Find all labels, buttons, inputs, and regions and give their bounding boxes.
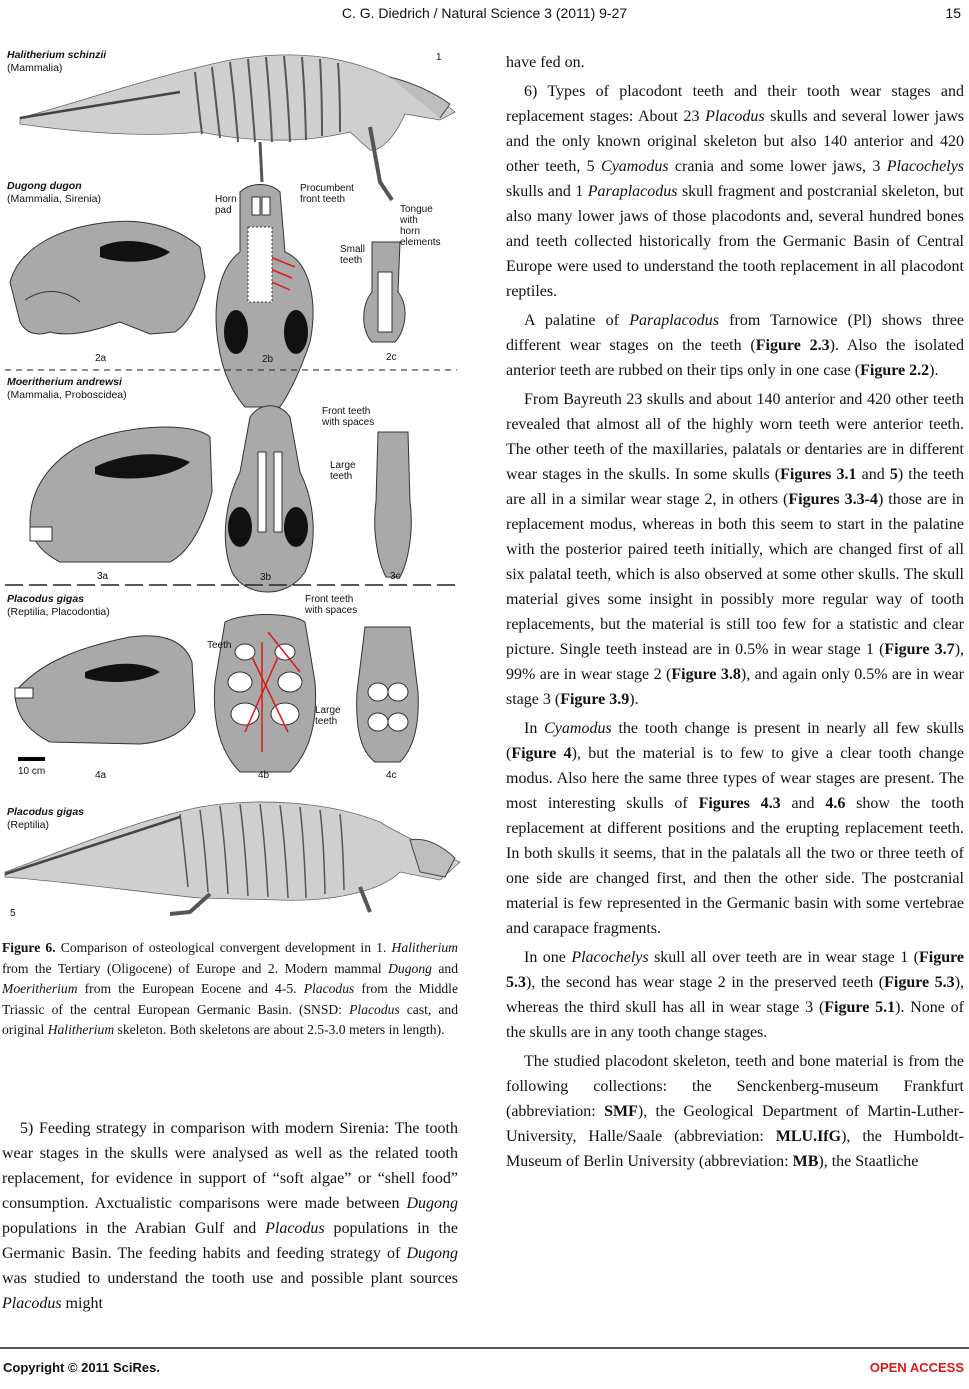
p4-large-teeth: Large teeth [315, 705, 341, 727]
placodus-mandible [357, 627, 419, 762]
placodus-skull-lateral [15, 636, 195, 744]
paragraph: have fed on. [506, 54, 585, 71]
p3-a: 3a [97, 571, 109, 582]
p2-tongue: Tongue with horn elements [400, 204, 441, 248]
placodus-palate [214, 615, 315, 773]
paragraph: The studied placodont skeleton, teeth and bone material is from the following collections: the Senckenberg-museum Frankfurt (abbreviation: SMF), the Geological Department of Martin-Luther-University, Halle/Saale (abbreviation: MLU.IfG), the Humboldt-Museum of Berlin University (abbreviation: MB), the Staatliche [506, 1053, 965, 1170]
p4-c: 4c [386, 770, 397, 781]
p2-group: (Mammalia, Sirenia) [7, 193, 101, 205]
halitherium-skeleton [20, 55, 455, 200]
left-column [2, 1116, 458, 1316]
p2-b: 2b [262, 354, 274, 365]
p1-group: (Mammalia) [7, 62, 63, 74]
running-title: C. G. Diedrich / Natural Science 3 (2011) 9-27 [341, 5, 628, 21]
p4-a: 4a [95, 770, 107, 781]
p3-front-teeth: Front teeth with spaces [322, 406, 375, 428]
p3-large-teeth: Large teeth [330, 460, 356, 482]
p2-a: 2a [95, 353, 107, 364]
figure-6-drawing [0, 32, 462, 932]
figure-6 [0, 32, 462, 932]
p3-b: 3b [260, 572, 272, 583]
p4-scale: 10 cm [18, 766, 46, 777]
moeritherium-mandible [375, 432, 412, 577]
page-number: 15 [945, 5, 961, 21]
dugong-mandible [364, 242, 405, 342]
p2-small-teeth: Small teeth [340, 244, 366, 266]
p4-teeth: Teeth [207, 640, 232, 651]
page-footer [0, 1347, 969, 1389]
p3-group: (Mammalia, Proboscidea) [7, 389, 127, 401]
paragraph: 6) Types of placodont teeth and their tooth wear stages and replacement stages: About 23 Placodus skulls and several lower jaws and the only known original skeleton but also 140 anterior and 420 other teeth, 5 Cyamodus crania and some lower jaws, 3 Placochelys skulls and 1 Paraplacodus skull fragment and postcranial skeleton, but also many lower jaws of those placodonts and, several hundred bones and teeth collected historically from the Germanic Basin of Central Europe were used to understand the tooth replacement in all placodont reptiles. [506, 83, 965, 300]
page-header [0, 3, 969, 25]
p3-species: Moeritherium andrewsi [7, 376, 122, 388]
paragraph: In Cyamodus the tooth change is present in nearly all few skulls (Figure 4), but the material is to few to give a clear tooth change modus. Also here the same three types of wear stages are present. The most interesting skulls of Figures 4.3 and 4.6 show the tooth replacement at different positions and the erupting replacement teeth. In both skulls it seems, that in the palatals all the two or three teeth of one side are changed first, and then the other side. The postcranial material is few represented in the Germanic basin with some vertebrae and carapace fragments. [506, 720, 965, 937]
right-column [506, 50, 964, 1174]
p4-front-teeth: Front teeth with spaces [305, 594, 358, 616]
paragraph: A palatine of Paraplacodus from Tarnowice (Pl) shows three different wear stages on the teeth (Figure 2.3). Also the isolated anterior teeth are rubbed on their tips only in one case (Figure 2.2). [506, 312, 965, 379]
p4-b: 4b [258, 770, 270, 781]
p2-species: Dugong dugon [7, 180, 82, 192]
p5-number: 5 [10, 908, 16, 919]
moeritherium-skull-lateral [30, 427, 212, 562]
dugong-palate [216, 185, 313, 408]
p4-species: Placodus gigas [7, 593, 85, 605]
p2-procumbent: Procumbent front teeth [300, 183, 354, 205]
p5-group: (Reptilia) [7, 819, 50, 831]
dugong-skull-lateral [10, 221, 205, 334]
p1-number: 1 [436, 52, 442, 63]
figure-caption: Figure 6. Comparison of osteological convergent development in 1. Halitherium from the Tertiary (Oligocene) of Europe and 2. Modern mammal Dugong and Moeritherium from the European Eocene and 4-5. Placodus from the Middle Triassic of the central European Germanic Basin. (SNSD: Placodus cast, and original Halitherium skeleton. Both skeletons are about 2.5-3.0 meters in length). [2, 940, 459, 1037]
open-access-label: OPEN ACCESS [869, 1360, 964, 1375]
paragraph: 5) Feeding strategy in comparison with modern Sirenia: The tooth wear stages in the skulls were analysed as well as the related tooth replacement, for evidence in support of “soft algae” or “shell food” consumption. Axctualistic comparisons were made between Dugong populations in the Arabian Gulf and Placodus populations in the Germanic Basin. The feeding habits and feeding strategy of Dugong was studied to understand the tooth use and possible plant sources Placodus might [2, 1120, 459, 1312]
p2-horn-pad: Horn pad [215, 194, 237, 216]
p3-c: 3c [390, 571, 401, 582]
moeritherium-palate [225, 406, 313, 592]
copyright: Copyright © 2011 SciRes. [3, 1360, 160, 1375]
p4-group: (Reptilia, Placodontia) [7, 606, 110, 618]
p5-species: Placodus gigas [7, 806, 85, 818]
paragraph: From Bayreuth 23 skulls and about 140 anterior and 420 other teeth revealed that almost all of the highly worn teeth were anterior teeth. The other teeth of the maxillaries, palatals or dentaries are in different wear stages in the skulls. In some skulls (Figures 3.1 and 5) the teeth are all in a similar wear stage 2, in others (Figures 3.3-4) those are in replacement modus, whereas in both this seem to start in the palatine with the posterior paired teeth initially, which are changed first of all six palatal teeth, which is also observed at some other skulls. The skull material gives some insight in possibly more regular way of tooth replacements, but the material is still too few for a statistic and clear picture. Single teeth instead are in 0.5% in wear stage 1 (Figure 3.7), 99% are in wear stage 2 (Figure 3.8), and again only 0.5% are in wear stage 3 (Figure 3.9). [506, 391, 965, 708]
p1-species: Halitherium schinzii [7, 49, 107, 61]
p2-c: 2c [386, 352, 397, 363]
paragraph: In one Placochelys skull all over teeth are in wear stage 1 (Figure 5.3), the second has wear stage 2 in the preserved teeth (Figure 5.3), whereas the third skull has all in wear stage 3 (Figure 5.1). None of the skulls are in any tooth change stages. [506, 949, 965, 1041]
placodus-skeleton [5, 802, 460, 914]
